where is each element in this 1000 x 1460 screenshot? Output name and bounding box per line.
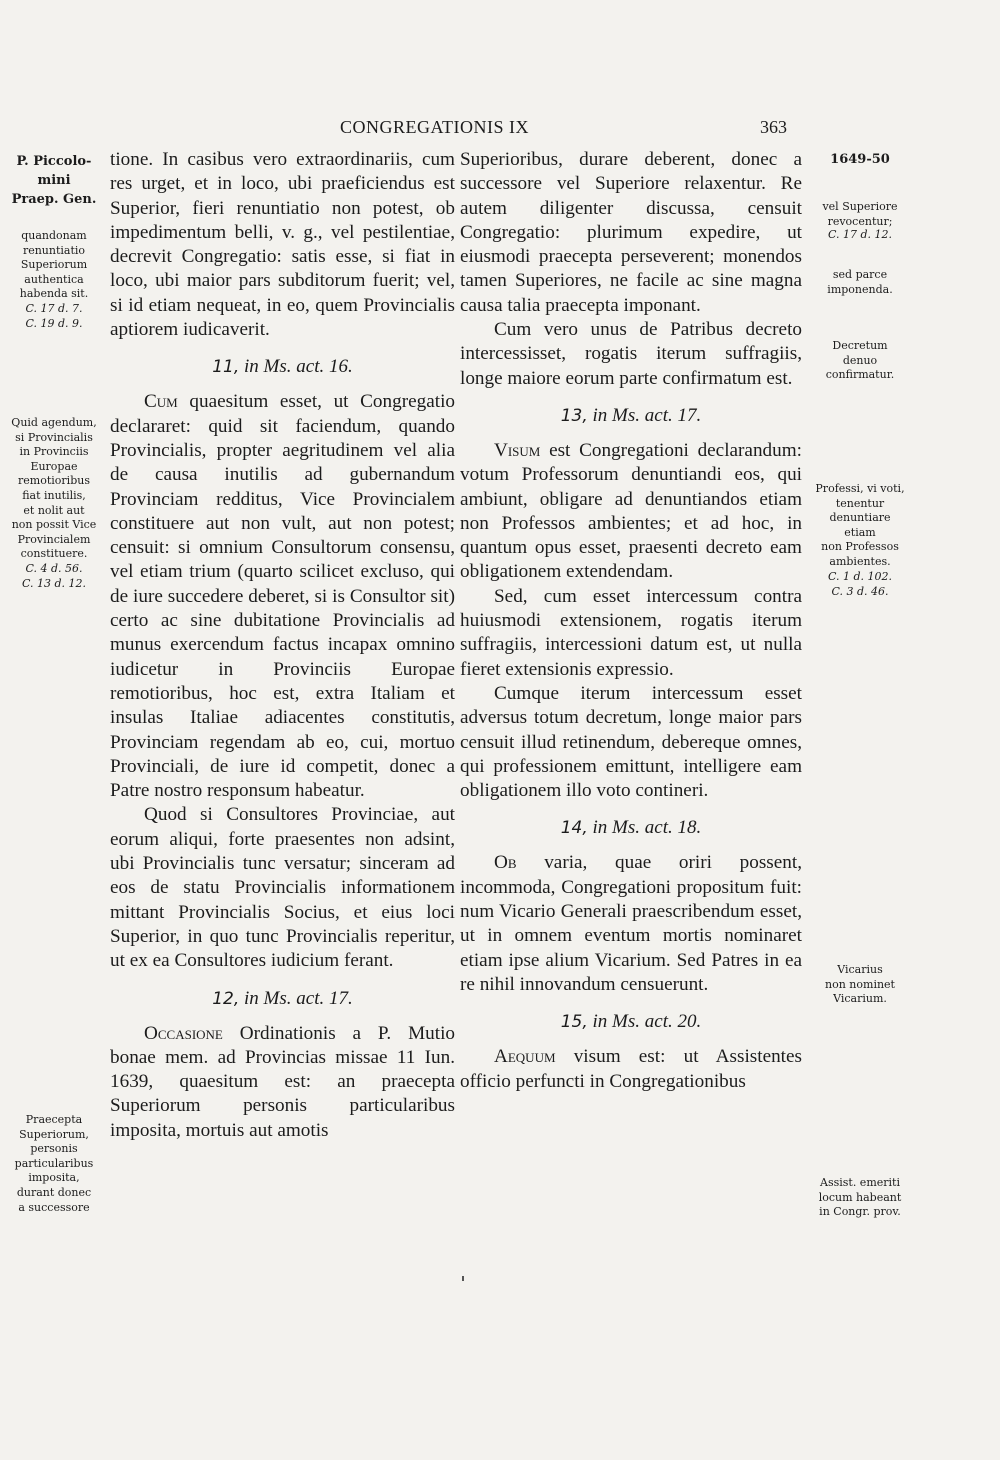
section-source: in Ms. act. 20. (592, 1011, 702, 1033)
section-heading-12 (110, 986, 455, 1012)
margin-note-renuntiatio: quandonam renuntiatio Superiorum authentica habenda sit. (19, 229, 89, 301)
paragraph-text: visum est: ut Assistentes officio perfuncti in Congregationibus (460, 1046, 802, 1092)
initial-word: Aequum (494, 1046, 556, 1068)
paragraph: Cumque iterum intercessum esset adversus totum decretum, longe maior pars censuit illud retinendum, debereque omnes, qui professionem emittunt, intelligere eam obligationem illo voto contineri. (460, 682, 802, 802)
paragraph (460, 851, 802, 997)
section-number: 15, (560, 1012, 588, 1033)
print-mark (462, 1276, 464, 1281)
section-source: in Ms. act. 17. (244, 987, 353, 1009)
paragraph: tione. In casibus vero extraordinariis, cum res urget, et in loco, ubi praeficiendus est Superior, fieri renuntiatio non potest, ob impedimentum belli, v. g., vel pestilentiae, decrevit Congregatio: satis esse, si fiat in loco, ubi maior pars subditorum fuerit; vel, si id etiam nequeat, in eo, quem Provincialis aptiorem iudicaverit. (110, 149, 455, 341)
paragraph (460, 1045, 802, 1094)
section-source: in Ms. act. 16. (244, 356, 353, 378)
section-number: 13, (560, 405, 588, 426)
paragraph: Cum vero unus de Patribus decreto intercessisset, rogatis iterum suffragiis, longe maiore eorum parte confirmatum est. (460, 319, 802, 389)
paragraph: Sed, cum esset intercessum contra huiusmodi extensionem, rogatis iterum suffragiis, intercessioni datum est, ut nulla fieret extensionis expressio. (460, 585, 802, 680)
initial-word: Cum (144, 391, 178, 413)
section-source: in Ms. act. 17. (592, 404, 702, 426)
right-column (460, 148, 802, 1094)
initial-word: Ob (494, 852, 517, 874)
section-heading-14 (460, 815, 802, 841)
margin-note-provincialis-refs: C. 4 d. 56. C. 13 d. 12. (21, 562, 87, 590)
running-title: CONGREGATIONIS IX (340, 117, 529, 137)
page-number: 363 (760, 117, 787, 137)
paragraph (110, 1022, 455, 1143)
paragraph-text: est Congregationi declarandum: votum Professorum denuntiandi eos, qui ambiunt, obligare ad denuntiandos etiam non Professos ambientes; et ad hoc, in quantum opus esset, praesenti decreto eam obligationem extendendam. (460, 439, 802, 583)
section-number: 14, (560, 818, 588, 839)
margin-note-professi-refs: C. 1 d. 102. C. 3 d. 46. (827, 570, 893, 598)
paragraph (110, 390, 455, 803)
paragraph: Superioribus, durare deberent, donec a successore vel Superiore relaxentur. Re autem diligenter discussa, censuit Congregatio: plurimum expedire, ut eiusmodi praecepta perseverent; monendos tamen Superiores, ne facile ac sine magna causa talia praecepta imponant. (460, 149, 802, 316)
margin-note-assistentes: Assist. emeriti locum habeant in Congr. prov. (818, 1176, 902, 1219)
margin-note-professi: Professi, vi voti, tenentur denuntiare etiam non Professos ambientes. (815, 482, 905, 568)
paragraph-text: varia, quae oriri possent, incommoda, Congregationi propositum fuit: num Vicario Generali praescribendum esset, ut in omnem eventum mortis nominaret etiam ipse alium Vicarium. Sed Patres in ea re nihil innovandum censuerunt. (460, 852, 802, 995)
margin-note-imponenda: sed parce imponenda. (827, 268, 893, 296)
section-heading-13 (460, 403, 802, 429)
margin-note-provincialis: Quid agendum, si Provincialis in Provinciis Europae remotioribus fiat inutilis, et nolit aut non possit Vice Provincialem constituere. (11, 416, 97, 561)
paragraph: Quod si Consultores Provinciae, aut eorum aliqui, forte praesentes non adsint, ubi Provincialis tunc versatur; sinceram ad eos de statu Provincialis informationem mittant Provincialis Socius, et eius loci Superior, in quo tunc Provincialis reperitur, ut ex ea Consultores iudicium ferant. (110, 804, 455, 972)
left-column (110, 148, 455, 1143)
margin-note-vicarius: Vicarius non nominet Vicarium. (825, 963, 895, 1006)
initial-word: Occasione (144, 1022, 223, 1044)
margin-note-revocentur-refs: C. 17 d. 12. (827, 228, 893, 241)
paragraph (460, 439, 802, 585)
section-heading-11 (110, 354, 455, 380)
section-number: 11, (212, 357, 240, 378)
paragraph-text: quaesitum esset, ut Congregatio declararet: quid sit faciendum, quando Provincialis, propter aegritudinem vel alia de causa inutilis ad gubernandum Provinciam redditus, Vice Provincialem constituere aut non vult, aut non potest; censuit: si omnium Consultorum consensu, vel etiam trium (quarto scilicet excluso, qui de iure succedere deberet, si is Consultor sit) certo ac sine dubitatione Provincialis ad munus exercendum factus incapax omnino iudicetur in Provinciis Europae remotioribus, hoc est, extra Italiam et insulas Italiae adiacentes constitutis, Provinciam regendam ab eo, cui, mortuo Provinciali, de iure id competit, donec a Patre nostro responsum habeatur. (110, 391, 455, 802)
section-source: in Ms. act. 18. (592, 817, 702, 839)
initial-word: Visum (494, 439, 541, 461)
section-number: 12, (212, 988, 240, 1009)
margin-years: 1649-50 (830, 152, 890, 167)
margin-author: P. Piccolo- mini Praep. Gen. (11, 154, 97, 207)
margin-note-renuntiatio-refs: C. 17 d. 7. C. 19 d. 9. (25, 302, 83, 330)
paragraph-text: Ordinationis a P. Mutio bonae mem. ad Provincias missae 11 Iun. 1639, quaesitum est: an praecepta Superiorum personis particularibus imposita, mortuis aut amotis (110, 1022, 455, 1141)
margin-note-decretum: Decretum denuo confirmatur. (825, 339, 895, 382)
section-heading-15 (460, 1009, 802, 1035)
margin-note-revocentur: vel Superiore revocentur; (822, 200, 898, 228)
margin-note-praecepta: Praecepta Superiorum, personis particularibus imposita, durant donec a successore (14, 1113, 94, 1214)
